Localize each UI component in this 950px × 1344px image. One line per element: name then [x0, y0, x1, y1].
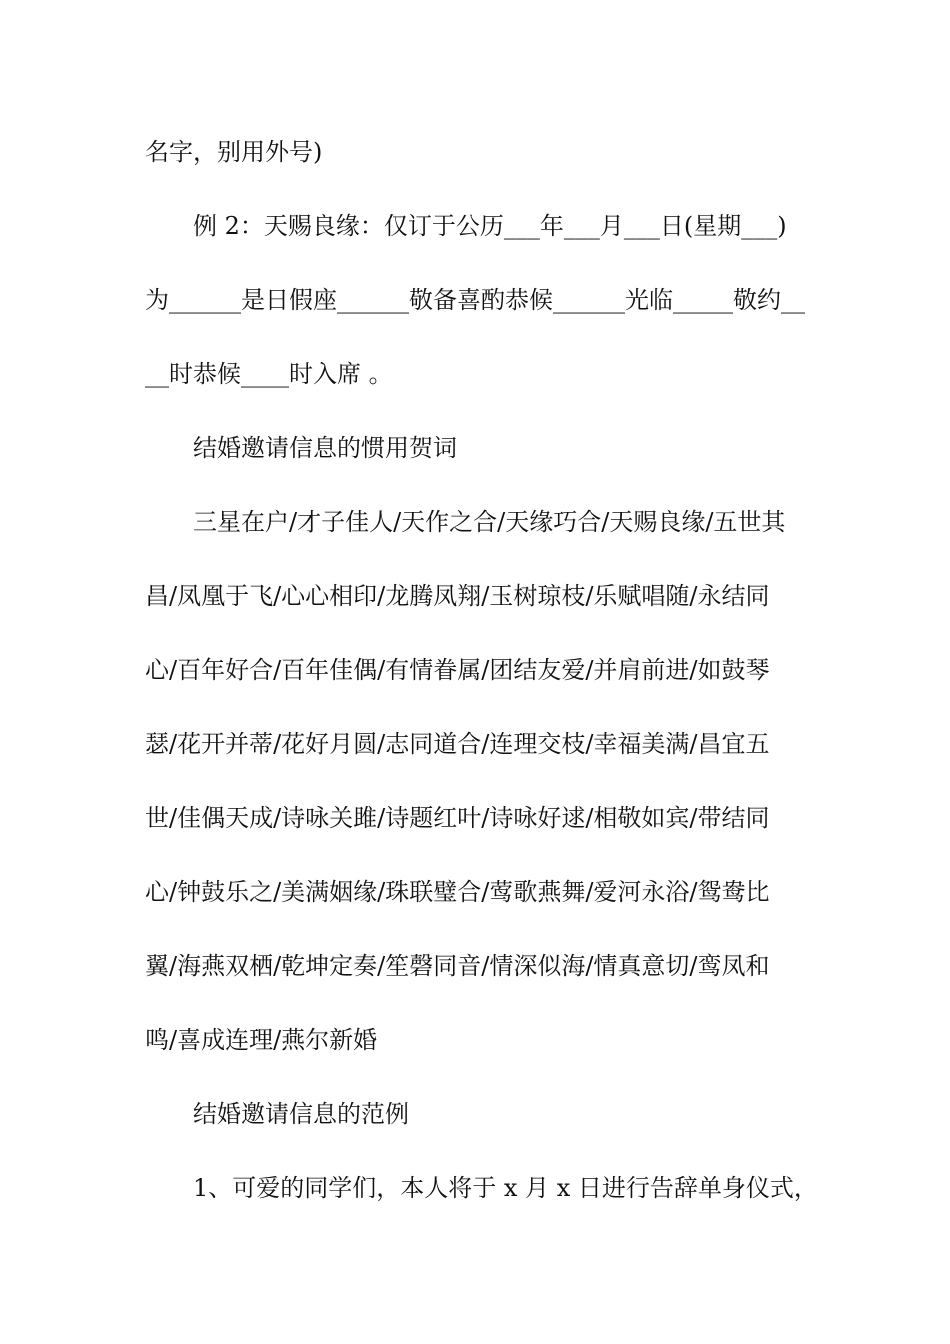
section-heading-examples: 结婚邀请信息的范例: [193, 1100, 409, 1128]
text-line-4: __时恭候____时入席 。: [145, 360, 393, 388]
greetings-line-6: 心/钟鼓乐之/美满姻缘/珠联璧合/莺歌燕舞/爱河永浴/鸳鸯比: [145, 878, 770, 906]
greetings-line-4: 瑟/花开并蒂/花好月圆/志同道合/连理交枝/幸福美满/昌宜五: [145, 730, 770, 758]
section-heading-greetings: 结婚邀请信息的惯用贺词: [193, 434, 457, 462]
greetings-line-2: 昌/凤凰于飞/心心相印/龙腾凤翔/玉树琼枝/乐赋唱随/永结同: [145, 582, 770, 610]
example-2-line: 例 2：天赐良缘：仅订于公历___年___月___日(星期___): [193, 212, 787, 240]
greetings-line-1: 三星在户/才子佳人/天作之合/天缘巧合/天赐良缘/五世其: [193, 508, 786, 536]
greetings-line-3: 心/百年好合/百年佳偶/有情眷属/团结友爱/并肩前进/如鼓琴: [145, 656, 770, 684]
greetings-line-7: 翼/海燕双栖/乾坤定奏/笙磬同音/情深似海/情真意切/鸾凤和: [145, 952, 770, 980]
greetings-line-8: 鸣/喜成连理/燕尔新婚: [145, 1026, 378, 1054]
greetings-line-5: 世/佳偶天成/诗咏关雎/诗题红叶/诗咏好逑/相敬如宾/带结同: [145, 804, 770, 832]
example-1-line: 1、可爱的同学们，本人将于 x 月 x 日进行告辞单身仪式，: [193, 1174, 818, 1202]
text-line-1: 名字，别用外号): [145, 138, 323, 166]
text-line-3: 为______是日假座______敬备喜酌恭候______光临_____敬约__: [145, 286, 805, 314]
